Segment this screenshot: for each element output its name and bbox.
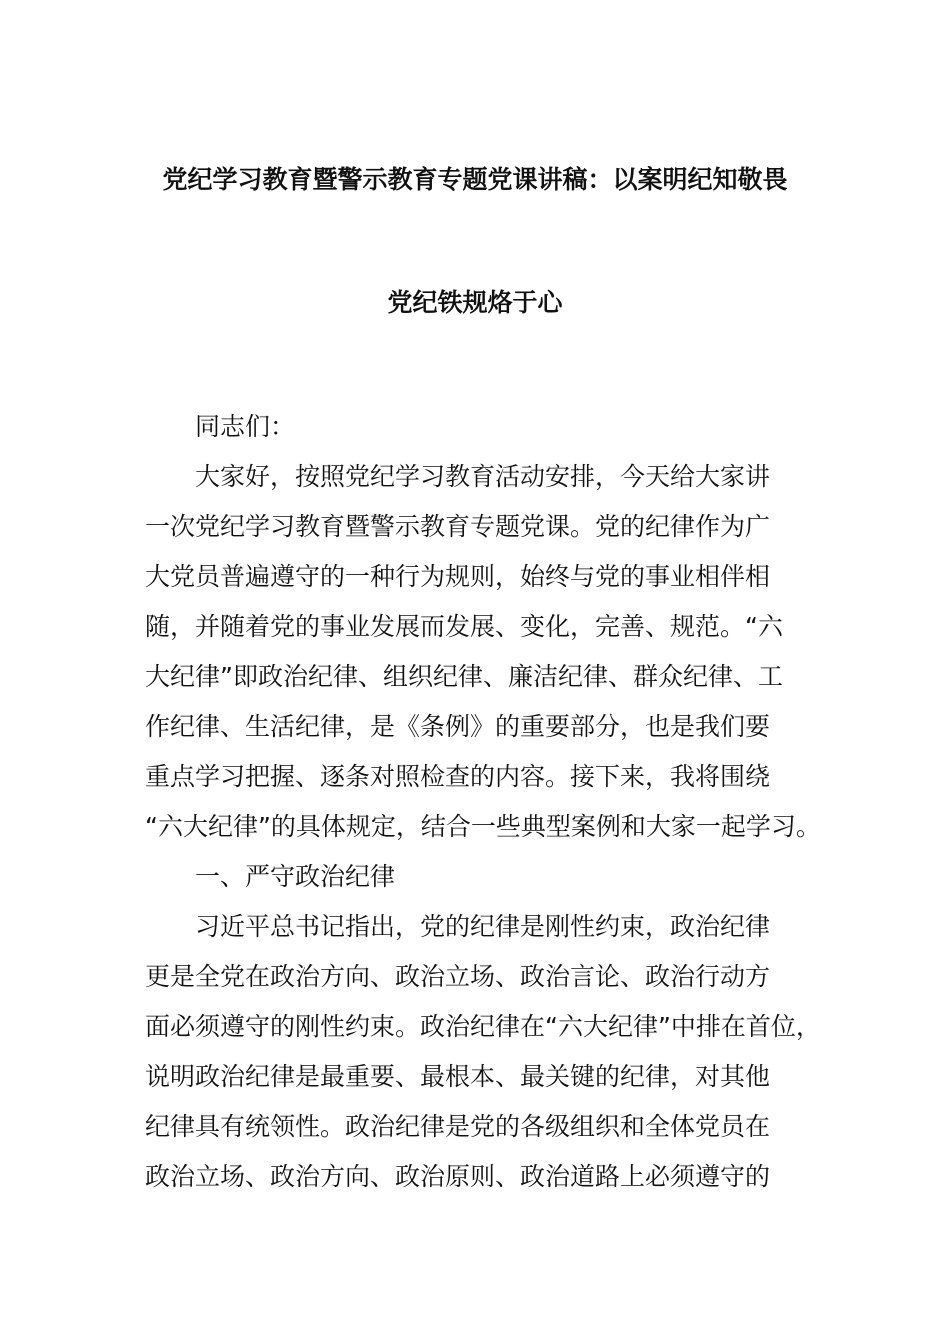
body-line: 面必须遵守的刚性约束。政治纪律在“六大纪律”中排在首位， [145, 1012, 821, 1041]
document-title-line-2: 党纪铁规烙于心 [387, 288, 563, 317]
document-body [145, 402, 821, 1202]
body-line: 习近平总书记指出，党的纪律是刚性约束，政治纪律 [195, 912, 771, 941]
body-line: 一次党纪学习教育暨警示教育专题党课。党的纪律作为广 [145, 512, 771, 541]
body-line: 更是全党在政治方向、政治立场、政治言论、政治行动方 [145, 962, 771, 991]
body-line: 说明政治纪律是最重要、最根本、最关键的纪律，对其他 [145, 1062, 771, 1091]
body-line: 纪律具有统领性。政治纪律是党的各级组织和全体党员在 [145, 1112, 771, 1141]
section-heading: 一、严守政治纪律 [195, 862, 396, 891]
body-line: “六大纪律”的具体规定，结合一些典型案例和大家一起学习。 [145, 812, 821, 841]
salutation-line: 同志们： [195, 412, 296, 441]
body-line: 随，并随着党的事业发展而发展、变化，完善、规范。“六 [145, 612, 783, 641]
body-line: 作纪律、生活纪律，是《条例》的重要部分，也是我们要 [145, 712, 771, 741]
body-line: 政治立场、政治方向、政治原则、政治道路上必须遵守的 [145, 1162, 771, 1191]
document-title-line-1: 党纪学习教育暨警示教育专题党课讲稿：以案明纪知敬畏 [162, 165, 788, 194]
body-line: 大党员普遍遵守的一种行为规则，始终与党的事业相伴相 [145, 562, 771, 591]
body-line: 重点学习把握、逐条对照检查的内容。接下来，我将围绕 [145, 762, 771, 791]
body-line: 大家好，按照党纪学习教育活动安排，今天给大家讲 [195, 462, 771, 491]
body-line: 大纪律”即政治纪律、组织纪律、廉洁纪律、群众纪律、工 [145, 662, 783, 691]
